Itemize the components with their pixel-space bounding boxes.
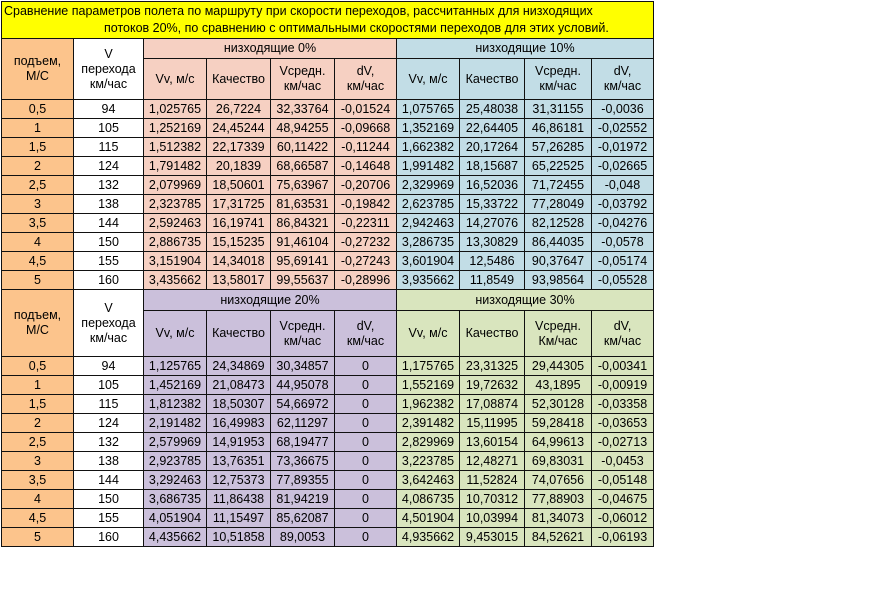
table-cell: 0: [335, 471, 397, 490]
table-cell: 0: [335, 433, 397, 452]
table-cell: 124: [74, 414, 144, 433]
table-cell: 94: [74, 100, 144, 119]
table-cell: -0,05528: [592, 271, 654, 290]
table-cell: -0,0036: [592, 100, 654, 119]
table-cell: 2,079969: [144, 176, 207, 195]
table-cell: 3,935662: [397, 271, 460, 290]
table-cell: 10,51858: [207, 528, 271, 547]
table-cell: 0,5: [2, 357, 74, 376]
table-cell: 77,28049: [525, 195, 592, 214]
table-cell: 2,886735: [144, 233, 207, 252]
table-cell: 1,025765: [144, 100, 207, 119]
table-cell: 11,15497: [207, 509, 271, 528]
bottom-table-row: [2, 376, 654, 395]
col-vavg: Vсредн. км/час: [271, 311, 335, 357]
table-cell: 5: [2, 528, 74, 547]
top-table-row: [2, 119, 654, 138]
table-cell: -0,02713: [592, 433, 654, 452]
table-cell: 155: [74, 509, 144, 528]
table-cell: 9,453015: [460, 528, 525, 547]
title-line-2: потоков 20%, по сравнению с оптимальными скоростями переходов для этих условий.: [104, 21, 609, 35]
table-cell: 14,27076: [460, 214, 525, 233]
table-cell: 2,942463: [397, 214, 460, 233]
table-cell: 3: [2, 195, 74, 214]
bottom-table-row: [2, 490, 654, 509]
table-cell: 84,52621: [525, 528, 592, 547]
table-cell: 4,501904: [397, 509, 460, 528]
table-cell: 44,95078: [271, 376, 335, 395]
table-cell: 68,66587: [271, 157, 335, 176]
table-cell: -0,01524: [335, 100, 397, 119]
comparison-spreadsheet: [1, 1, 654, 547]
col-dv: dV, км/час: [592, 59, 654, 100]
table-cell: -0,01972: [592, 138, 654, 157]
table-cell: 86,84321: [271, 214, 335, 233]
table-cell: 4,435662: [144, 528, 207, 547]
table-cell: 24,45244: [207, 119, 271, 138]
table-cell: -0,03653: [592, 414, 654, 433]
table-cell: 99,55637: [271, 271, 335, 290]
table-cell: 132: [74, 433, 144, 452]
table-cell: 75,63967: [271, 176, 335, 195]
bottom-table-row: [2, 357, 654, 376]
table-cell: 18,50307: [207, 395, 271, 414]
table-cell: -0,06193: [592, 528, 654, 547]
table-cell: 1,991482: [397, 157, 460, 176]
table-cell: 10,03994: [460, 509, 525, 528]
table-cell: 115: [74, 138, 144, 157]
table-cell: 2,391482: [397, 414, 460, 433]
table-cell: 1,125765: [144, 357, 207, 376]
table-cell: 1,175765: [397, 357, 460, 376]
table-cell: 17,31725: [207, 195, 271, 214]
table-cell: 144: [74, 471, 144, 490]
table-cell: 160: [74, 271, 144, 290]
table-cell: 1,452169: [144, 376, 207, 395]
table-cell: 11,86438: [207, 490, 271, 509]
table-cell: 81,34073: [525, 509, 592, 528]
top-table-row: [2, 138, 654, 157]
table-cell: 15,15235: [207, 233, 271, 252]
table-cell: -0,02665: [592, 157, 654, 176]
table-cell: 20,1839: [207, 157, 271, 176]
table-cell: 1,812382: [144, 395, 207, 414]
table-cell: -0,02552: [592, 119, 654, 138]
table-cell: -0,27232: [335, 233, 397, 252]
table-cell: 19,72632: [460, 376, 525, 395]
table-cell: 138: [74, 452, 144, 471]
table-cell: 1,791482: [144, 157, 207, 176]
table-cell: 85,62087: [271, 509, 335, 528]
table-cell: 1,352169: [397, 119, 460, 138]
col-dv: dV, км/час: [335, 59, 397, 100]
top-v-header: V перехода км/час: [74, 39, 144, 100]
bottom-v-header: V перехода км/час: [74, 290, 144, 357]
table-cell: 0: [335, 490, 397, 509]
table-cell: 18,15687: [460, 157, 525, 176]
table-cell: 26,7224: [207, 100, 271, 119]
table-cell: 3,5: [2, 471, 74, 490]
table-cell: 2,5: [2, 433, 74, 452]
table-cell: 2: [2, 157, 74, 176]
top-lift-header: подъем, М/С: [2, 39, 74, 100]
table-cell: 2,923785: [144, 452, 207, 471]
table-cell: -0,05174: [592, 252, 654, 271]
table-cell: 21,08473: [207, 376, 271, 395]
table-cell: 32,33764: [271, 100, 335, 119]
table-cell: 11,8549: [460, 271, 525, 290]
group-header-0: низходящие 0%: [144, 39, 397, 59]
table-cell: 1: [2, 119, 74, 138]
table-cell: 13,76351: [207, 452, 271, 471]
table-cell: 1,252169: [144, 119, 207, 138]
col-vv: Vv, м/с: [144, 59, 207, 100]
bottom-table-row: [2, 528, 654, 547]
bottom-table-row: [2, 395, 654, 414]
table-cell: -0,04675: [592, 490, 654, 509]
top-table-row: [2, 214, 654, 233]
table-cell: -0,048: [592, 176, 654, 195]
bottom-table-row: [2, 452, 654, 471]
table-cell: -0,06012: [592, 509, 654, 528]
col-quality: Качество: [460, 59, 525, 100]
table-cell: 12,5486: [460, 252, 525, 271]
table-cell: 74,07656: [525, 471, 592, 490]
table-cell: 3,223785: [397, 452, 460, 471]
table-cell: 3,601904: [397, 252, 460, 271]
table-cell: 62,11297: [271, 414, 335, 433]
table-cell: 18,50601: [207, 176, 271, 195]
col-vv: Vv, м/с: [144, 311, 207, 357]
top-table-row: [2, 271, 654, 290]
table-cell: 12,48271: [460, 452, 525, 471]
table-cell: 24,34869: [207, 357, 271, 376]
table-cell: 17,08874: [460, 395, 525, 414]
table-cell: -0,20706: [335, 176, 397, 195]
table-cell: 138: [74, 195, 144, 214]
table-cell: 46,86181: [525, 119, 592, 138]
top-table-row: [2, 176, 654, 195]
table-cell: 4,051904: [144, 509, 207, 528]
table-cell: 15,11995: [460, 414, 525, 433]
table-cell: 0: [335, 452, 397, 471]
table-cell: 105: [74, 376, 144, 395]
table-cell: 4,5: [2, 509, 74, 528]
col-vv: Vv, м/с: [397, 59, 460, 100]
sheet-title: [2, 2, 654, 39]
table-cell: 77,88903: [525, 490, 592, 509]
table-cell: 2,323785: [144, 195, 207, 214]
table-cell: -0,14648: [335, 157, 397, 176]
table-cell: 4: [2, 233, 74, 252]
table-cell: 16,52036: [460, 176, 525, 195]
table-cell: 82,12528: [525, 214, 592, 233]
table-cell: 11,52824: [460, 471, 525, 490]
table-cell: 105: [74, 119, 144, 138]
top-table-row: [2, 157, 654, 176]
table-cell: 71,72455: [525, 176, 592, 195]
table-cell: -0,27243: [335, 252, 397, 271]
group-header-10: низходящие 10%: [397, 39, 654, 59]
table-cell: 31,31155: [525, 100, 592, 119]
table-cell: 3,286735: [397, 233, 460, 252]
table-cell: 1,662382: [397, 138, 460, 157]
table-cell: 16,19741: [207, 214, 271, 233]
table-cell: 13,58017: [207, 271, 271, 290]
top-table-row: [2, 100, 654, 119]
table-cell: 124: [74, 157, 144, 176]
table-cell: 15,33722: [460, 195, 525, 214]
table-cell: 86,44035: [525, 233, 592, 252]
table-cell: 3,292463: [144, 471, 207, 490]
table-cell: -0,05148: [592, 471, 654, 490]
table-cell: 22,17339: [207, 138, 271, 157]
table-cell: 94: [74, 357, 144, 376]
table-cell: 23,31325: [460, 357, 525, 376]
table-cell: 57,26285: [525, 138, 592, 157]
table-cell: 13,30829: [460, 233, 525, 252]
col-vavg: Vсредн. км/час: [271, 59, 335, 100]
table-cell: 3,686735: [144, 490, 207, 509]
table-cell: 91,46104: [271, 233, 335, 252]
table-cell: 14,34018: [207, 252, 271, 271]
table-cell: 1,512382: [144, 138, 207, 157]
table-cell: 93,98564: [525, 271, 592, 290]
bottom-table-row: [2, 509, 654, 528]
table-cell: 0: [335, 509, 397, 528]
table-cell: 30,34857: [271, 357, 335, 376]
table-cell: 65,22525: [525, 157, 592, 176]
table-cell: -0,19842: [335, 195, 397, 214]
table-cell: 2,623785: [397, 195, 460, 214]
table-cell: 3: [2, 452, 74, 471]
table-cell: 5: [2, 271, 74, 290]
bottom-lift-header: подъем, М/С: [2, 290, 74, 357]
table-cell: 150: [74, 233, 144, 252]
table-cell: 48,94255: [271, 119, 335, 138]
table-cell: 3,151904: [144, 252, 207, 271]
table-cell: -0,0578: [592, 233, 654, 252]
table-cell: 14,91953: [207, 433, 271, 452]
table-cell: -0,00341: [592, 357, 654, 376]
table-cell: 89,0053: [271, 528, 335, 547]
table-cell: 25,48038: [460, 100, 525, 119]
table-cell: 68,19477: [271, 433, 335, 452]
col-quality: Качество: [207, 59, 271, 100]
group-header-30: низходящие 30%: [397, 290, 654, 311]
top-table-row: [2, 233, 654, 252]
group-header-20: низходящие 20%: [144, 290, 397, 311]
table-cell: 2,329969: [397, 176, 460, 195]
table-cell: 29,44305: [525, 357, 592, 376]
table-cell: -0,22311: [335, 214, 397, 233]
table-cell: 95,69141: [271, 252, 335, 271]
table-cell: 3,435662: [144, 271, 207, 290]
top-table-row: [2, 195, 654, 214]
table-cell: 10,70312: [460, 490, 525, 509]
table-cell: -0,0453: [592, 452, 654, 471]
col-vavg: Vсредн. км/час: [525, 59, 592, 100]
col-vavg: Vсредн. Км/час: [525, 311, 592, 357]
title-line-1: Сравнение параметров полета по маршруту при скорости переходов, рассчитанных для низходящих: [4, 4, 593, 18]
table-cell: 1,552169: [397, 376, 460, 395]
table-cell: 22,64405: [460, 119, 525, 138]
table-cell: 0,5: [2, 100, 74, 119]
table-cell: 0: [335, 357, 397, 376]
table-cell: 4,086735: [397, 490, 460, 509]
table-cell: 3,5: [2, 214, 74, 233]
table-cell: 155: [74, 252, 144, 271]
col-dv: dV, км/час: [592, 311, 654, 357]
table-cell: 2,592463: [144, 214, 207, 233]
table-cell: 1,5: [2, 395, 74, 414]
table-cell: 52,30128: [525, 395, 592, 414]
table-cell: 81,63531: [271, 195, 335, 214]
table-cell: 0: [335, 528, 397, 547]
table-cell: -0,11244: [335, 138, 397, 157]
table-cell: 2,829969: [397, 433, 460, 452]
table-cell: 150: [74, 490, 144, 509]
table-cell: 77,89355: [271, 471, 335, 490]
table-cell: 4: [2, 490, 74, 509]
table-cell: 115: [74, 395, 144, 414]
table-cell: 2,5: [2, 176, 74, 195]
bottom-table-row: [2, 414, 654, 433]
table-cell: 0: [335, 376, 397, 395]
table-cell: 0: [335, 395, 397, 414]
col-dv: dV, км/час: [335, 311, 397, 357]
table-cell: 2,191482: [144, 414, 207, 433]
table-cell: 132: [74, 176, 144, 195]
table-cell: 1,5: [2, 138, 74, 157]
table-cell: 4,935662: [397, 528, 460, 547]
table-cell: 16,49983: [207, 414, 271, 433]
table-cell: 1,075765: [397, 100, 460, 119]
table-cell: 43,1895: [525, 376, 592, 395]
table-cell: 2: [2, 414, 74, 433]
table-cell: 4,5: [2, 252, 74, 271]
bottom-table-row: [2, 433, 654, 452]
table-cell: 2,579969: [144, 433, 207, 452]
table-cell: 13,60154: [460, 433, 525, 452]
col-quality: Качество: [460, 311, 525, 357]
table-cell: -0,03792: [592, 195, 654, 214]
table-cell: -0,09668: [335, 119, 397, 138]
table-cell: 60,11422: [271, 138, 335, 157]
table-cell: -0,03358: [592, 395, 654, 414]
table-cell: 1,962382: [397, 395, 460, 414]
table-cell: 69,83031: [525, 452, 592, 471]
top-table-row: [2, 252, 654, 271]
table-cell: -0,00919: [592, 376, 654, 395]
table-cell: 0: [335, 414, 397, 433]
table-cell: -0,04276: [592, 214, 654, 233]
table-cell: 3,642463: [397, 471, 460, 490]
table-cell: 64,99613: [525, 433, 592, 452]
table-cell: 90,37647: [525, 252, 592, 271]
table-cell: 144: [74, 214, 144, 233]
table-cell: 160: [74, 528, 144, 547]
table-cell: 73,36675: [271, 452, 335, 471]
table-cell: 12,75373: [207, 471, 271, 490]
bottom-table-row: [2, 471, 654, 490]
table-cell: 59,28418: [525, 414, 592, 433]
table-cell: 54,66972: [271, 395, 335, 414]
col-vv: Vv, м/с: [397, 311, 460, 357]
table-cell: 20,17264: [460, 138, 525, 157]
col-quality: Качество: [207, 311, 271, 357]
table-cell: 81,94219: [271, 490, 335, 509]
table-cell: -0,28996: [335, 271, 397, 290]
table-cell: 1: [2, 376, 74, 395]
